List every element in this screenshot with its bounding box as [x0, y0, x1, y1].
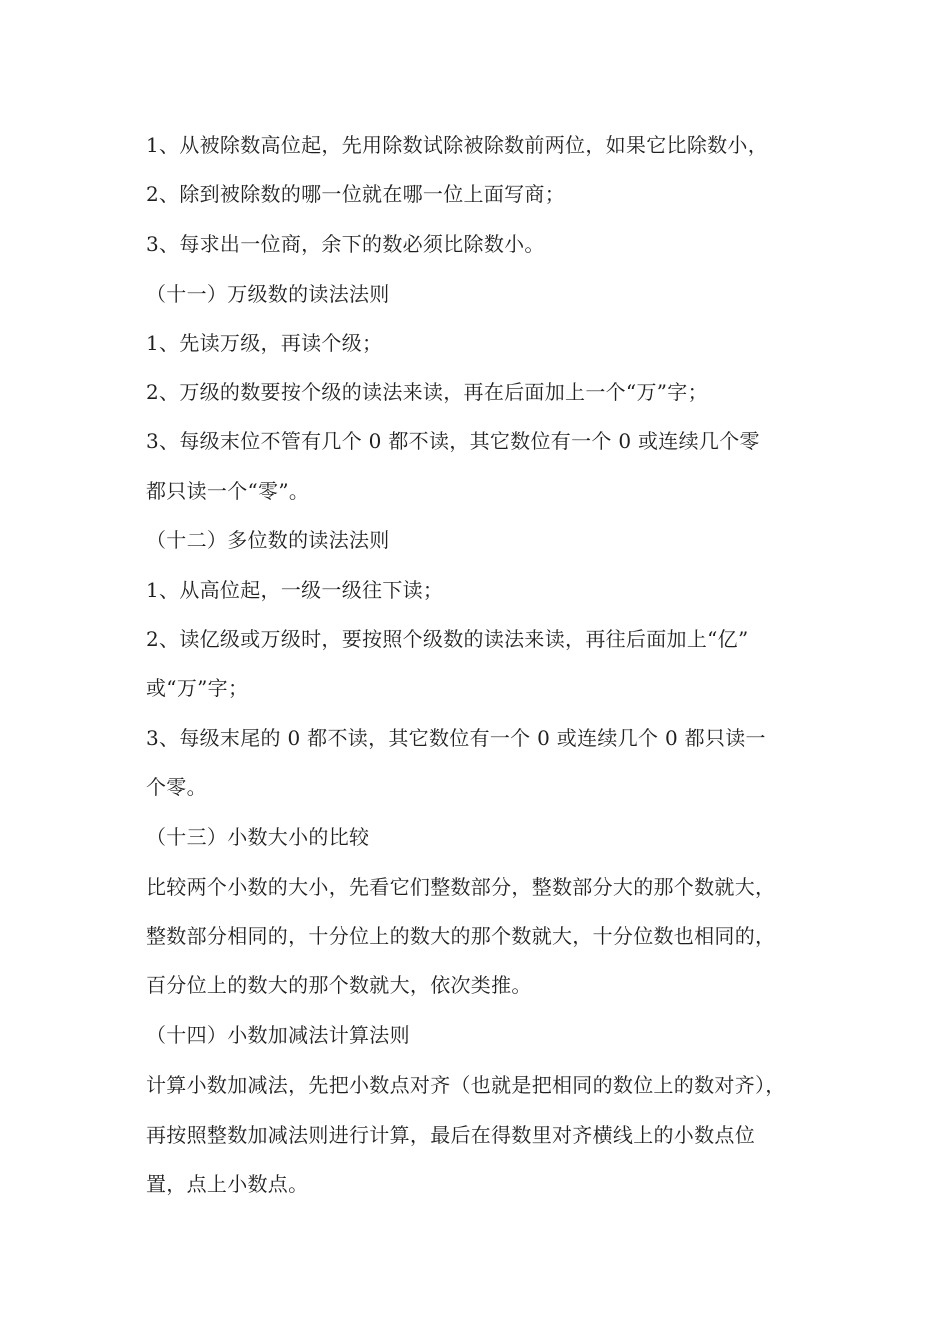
section-13-text-3: 百分位上的数大的那个数就大，依次类推。 — [146, 973, 532, 997]
rule-line-1: 1、从被除数高位起，先用除数试除被除数前两位，如果它比除数小， — [146, 133, 769, 157]
section-11-item-2: 2、万级的数要按个级的读法来读，再在后面加上一个“万”字； — [146, 380, 708, 404]
rule-line-3: 3、每求出一位商，余下的数必须比除数小。 — [146, 232, 545, 256]
section-12-item-2-cont: 或“万”字； — [146, 676, 249, 700]
section-heading-13: （十三）小数大小的比较 — [146, 825, 370, 849]
section-11-item-3-cont: 都只读一个“零”。 — [146, 479, 310, 503]
section-14-text-2: 再按照整数加减法则进行计算，最后在得数里对齐横线上的小数点位 — [146, 1123, 755, 1147]
section-12-item-3-cont: 个零。 — [146, 775, 207, 799]
section-heading-12: （十二）多位数的读法法则 — [146, 528, 390, 552]
rule-line-2: 2、除到被除数的哪一位就在哪一位上面写商； — [146, 182, 566, 206]
section-11-item-1: 1、先读万级，再读个级； — [146, 331, 383, 355]
section-heading-14: （十四）小数加减法计算法则 — [146, 1023, 410, 1047]
section-12-item-2: 2、读亿级或万级时，要按照个级数的读法来读，再往后面加上“亿” — [146, 627, 749, 651]
section-12-item-1: 1、从高位起，一级一级往下读； — [146, 578, 444, 602]
section-14-text-3: 置，点上小数点。 — [146, 1172, 309, 1196]
section-12-item-3: 3、每级末尾的 0 都不读，其它数位有一个 0 或连续几个 0 都只读一 — [146, 726, 766, 750]
section-heading-11: （十一）万级数的读法法则 — [146, 282, 390, 306]
section-11-item-3: 3、每级末位不管有几个 0 都不读，其它数位有一个 0 或连续几个零 — [146, 429, 760, 453]
section-14-text-1: 计算小数加减法，先把小数点对齐（也就是把相同的数位上的数对齐）， — [146, 1073, 786, 1097]
section-13-text-1: 比较两个小数的大小，先看它们整数部分，整数部分大的那个数就大， — [146, 875, 776, 899]
section-13-text-2: 整数部分相同的，十分位上的数大的那个数就大，十分位数也相同的， — [146, 924, 776, 948]
